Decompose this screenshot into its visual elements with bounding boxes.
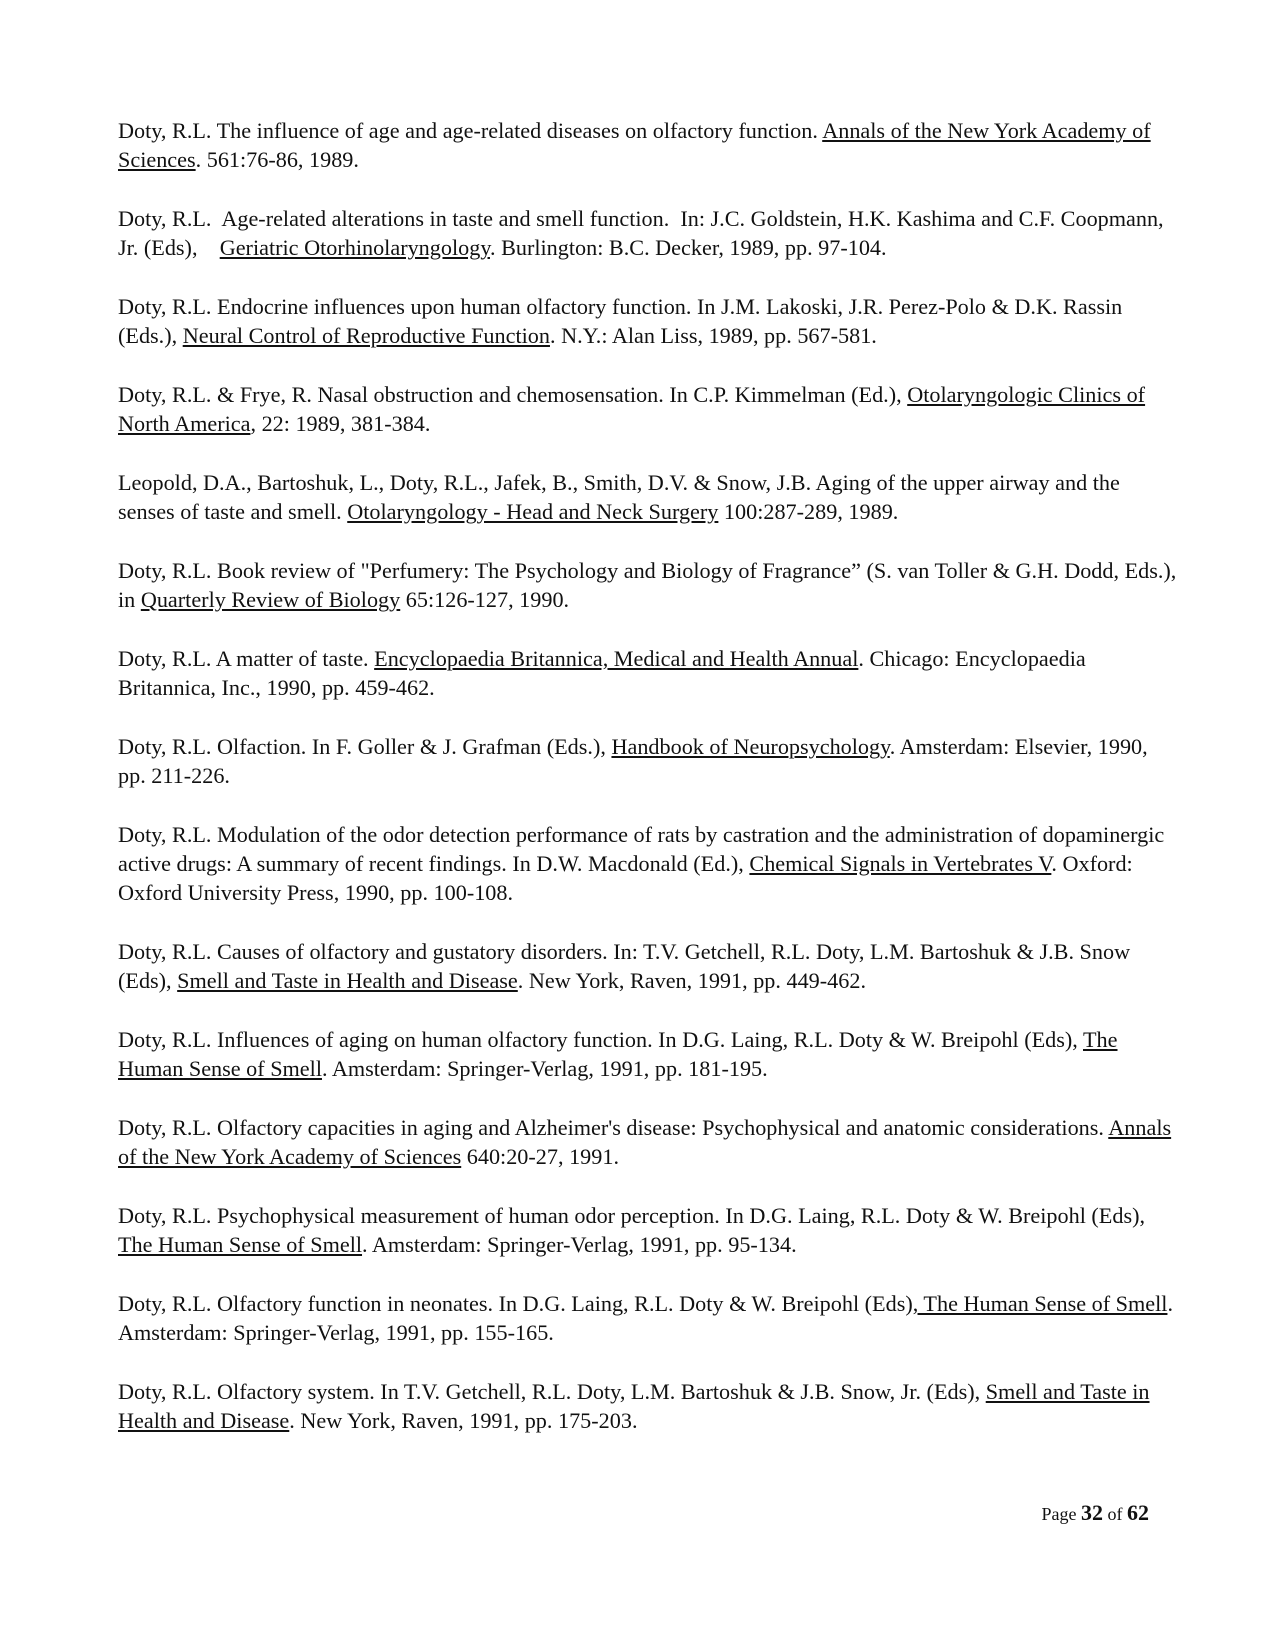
reference-text: Doty, R.L. Olfactory function in neonates. In D.G. Laing, R.L. Doty & W. Breipohl (Eds (118, 1291, 906, 1316)
reference-details: . Amsterdam: Elsevier, 1990, pp. 211-226. (118, 734, 1148, 788)
reference-entry (118, 204, 1178, 262)
reference-entry (118, 468, 1178, 526)
publication-title: Handbook of Neuropsychology (611, 734, 890, 759)
reference-text: Doty, R.L. A matter of taste. (118, 646, 375, 671)
reference-details: . Chicago: Encyclopaedia Britannica, Inc., 1990, pp. 459-462. (118, 646, 1086, 700)
reference-entry (118, 732, 1178, 790)
publication-title: The Human Sense of Smell (118, 1232, 363, 1257)
publication-title: The Human Sense of Smell (118, 1027, 1118, 1081)
publication-title: Annals of the New York Academy of Sciences (118, 118, 1151, 172)
publication-title: Otolaryngology - Head and Neck Surgery (347, 499, 719, 524)
reference-text: Doty, R.L. Olfactory capacities in aging and Alzheimer's disease: Psychophysical and anatomic considerations. (118, 1115, 1109, 1140)
publication-title: Smell and Taste in Health and Disease (118, 1379, 1150, 1433)
reference-text: Doty, R.L. Causes of olfactory and gustatory disorders. In: T.V. Getchell, R.L. Doty, L.M. Bartoshuk & J.B. Snow (Eds), (118, 939, 1131, 993)
reference-text: Leopold, D.A., Bartoshuk, L., Doty, R.L., Jafek, B., Smith, D.V. & Snow, J.B. Aging of the upper airway and the senses of taste and smell. (118, 470, 1120, 524)
reference-text: Doty, R.L. Olfactory system. In T.V. Getchell, R.L. Doty, L.M. Bartoshuk & J.B. Snow, Jr. (Eds), (118, 1379, 986, 1404)
page-number-footer (1042, 1500, 1150, 1526)
reference-entry (118, 644, 1178, 702)
reference-details: . New York, Raven, 1991, pp. 175-203. (289, 1408, 638, 1433)
reference-details: . Burlington: B.C. Decker, 1989, pp. 97-104. (489, 235, 887, 260)
reference-entry (118, 1113, 1178, 1171)
reference-text: Doty, R.L. Endocrine influences upon human olfactory function. In J.M. Lakoski, J.R. Perez-Polo & D.K. Rassin (Eds.), (118, 294, 1123, 348)
publication-title: Neural Control of Reproductive Function (182, 323, 550, 348)
reference-entry (118, 1025, 1178, 1083)
publication-title: Quarterly Review of Biology (140, 587, 401, 612)
reference-details: . Amsterdam: Springer-Verlag, 1991, pp. 95-134. (362, 1232, 797, 1257)
reference-details: . Amsterdam: Springer-Verlag, 1991, pp. 155-165. (118, 1291, 1173, 1345)
reference-entry (118, 292, 1178, 350)
reference-entry (118, 1377, 1178, 1435)
of-label: of (1103, 1504, 1127, 1524)
reference-details: 100:287-289, 1989. (718, 499, 899, 524)
reference-entry (118, 820, 1178, 907)
publication-title: Annals of the New York Academy of Sciences (118, 1115, 1172, 1169)
reference-text: Doty, R.L. The influence of age and age-related diseases on olfactory function. (118, 118, 823, 143)
reference-details: . N.Y.: Alan Liss, 1989, pp. 567-581. (549, 323, 877, 348)
publication-title: Geriatric Otorhinolaryngology (219, 235, 490, 260)
publication-title: Encyclopaedia Britannica, Medical and Health Annual (374, 646, 859, 671)
reference-details: , 22: 1989, 381-384. (250, 411, 431, 436)
reference-details: 640:20-27, 1991. (461, 1144, 619, 1169)
page-label: Page (1041, 1504, 1081, 1524)
reference-text: Doty, R.L. Influences of aging on human olfactory function. In D.G. Laing, R.L. Doty & W. Breipohl (Eds), (118, 1027, 1083, 1052)
reference-entry (118, 1289, 1178, 1347)
reference-text: Doty, R.L. & Frye, R. Nasal obstruction and chemosensation. In C.P. Kimmelman (Ed.), (118, 382, 908, 407)
reference-text: Doty, R.L. Olfaction. In F. Goller & J. Grafman (Eds.), (118, 734, 612, 759)
reference-details: . Oxford: Oxford University Press, 1990, pp. 100-108. (118, 851, 1133, 905)
publication-title: Otolaryngologic Clinics of North America (118, 382, 1146, 436)
reference-entry (118, 116, 1178, 174)
reference-details: . Amsterdam: Springer-Verlag, 1991, pp. 181-195. (321, 1056, 768, 1081)
reference-details: . New York, Raven, 1991, pp. 449-462. (517, 968, 866, 993)
reference-text: Doty, R.L. Psychophysical measurement of human odor perception. In D.G. Laing, R.L. Doty & W. Breipohl (Eds), (118, 1203, 1146, 1228)
reference-entry (118, 556, 1178, 614)
reference-details: 65:126-127, 1990. (400, 587, 570, 612)
publication-title: ), The Human Sense of Smell (905, 1291, 1168, 1316)
reference-entry (118, 380, 1178, 438)
reference-entry (118, 1201, 1178, 1259)
publication-title: Smell and Taste in Health and Disease (177, 968, 518, 993)
reference-text: Doty, R.L. Modulation of the odor detection performance of rats by castration and the administration of dopaminergic active drugs: A summary of recent findings. In D.W. Macdonald (Ed.), (118, 822, 1165, 876)
publication-title: Chemical Signals in Vertebrates V (749, 851, 1052, 876)
total-pages-number: 62 (1127, 1500, 1149, 1525)
reference-text: Doty, R.L. Book review of "Perfumery: The Psychology and Biology of Fragrance” (S. van Toller & G.H. Dodd, Eds.), in (118, 558, 1177, 612)
reference-text: Doty, R.L. Age-related alterations in taste and smell function. In: J.C. Goldstein, H.K. Kashima and C.F. Coopmann, Jr. (Eds), (118, 206, 1170, 260)
current-page-number: 32 (1081, 1500, 1103, 1525)
reference-entry (118, 937, 1178, 995)
reference-details: . 561:76-86, 1989. (195, 147, 359, 172)
reference-list (118, 116, 1178, 1465)
